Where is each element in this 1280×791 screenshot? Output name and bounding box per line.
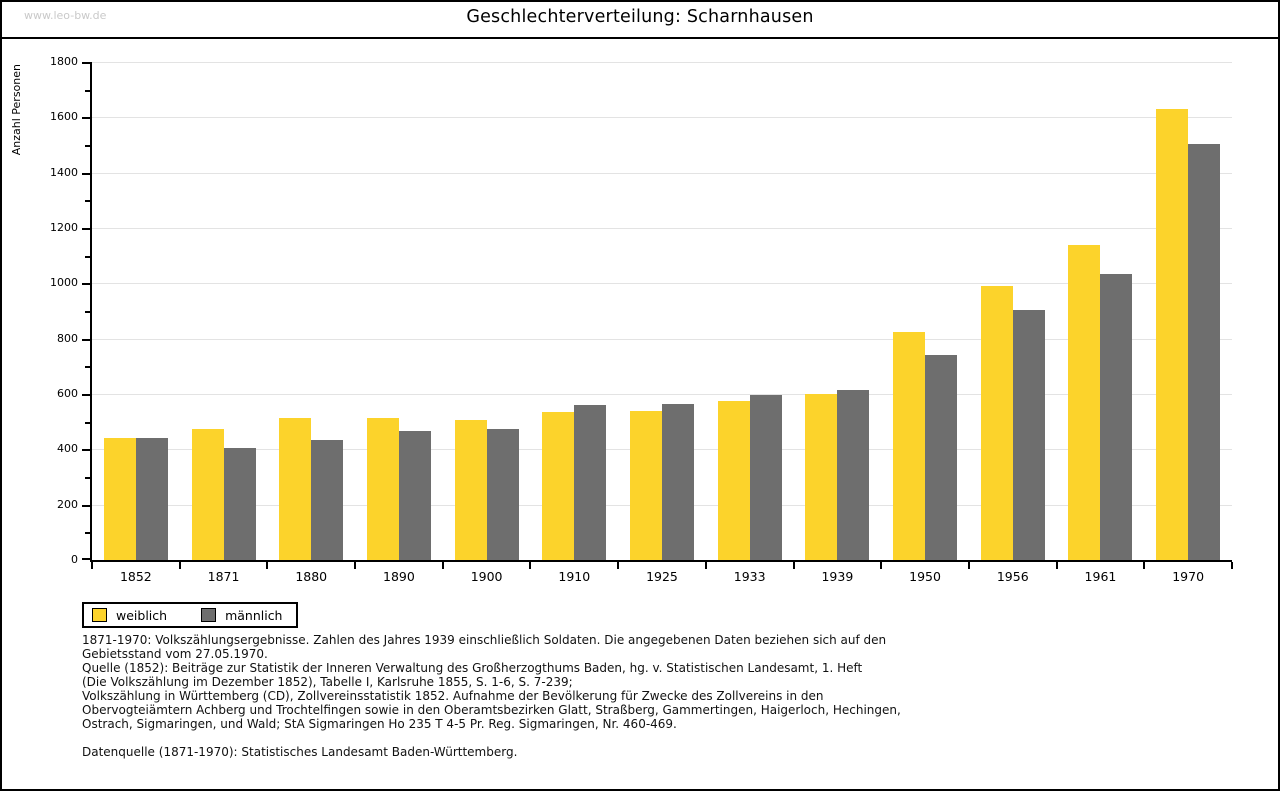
legend-item-maennlich — [201, 608, 282, 623]
y-tick-label-600: 600 — [57, 387, 78, 400]
y-axis — [2, 55, 90, 566]
bar-weiblich-1890 — [367, 418, 399, 560]
y-tick-700 — [85, 366, 90, 368]
x-tick-3 — [354, 562, 356, 569]
y-tick-label-0: 0 — [71, 553, 78, 566]
bar-weiblich-1871 — [192, 429, 224, 560]
x-tick-5 — [529, 562, 531, 569]
bar-männlich-1970 — [1188, 144, 1220, 560]
x-tick-8 — [793, 562, 795, 569]
y-tick-label-800: 800 — [57, 331, 78, 345]
legend-label-weiblich: weiblich — [116, 607, 168, 623]
x-tick-10 — [968, 562, 970, 569]
bar-männlich-1950 — [925, 355, 957, 560]
legend — [82, 602, 298, 628]
legend-label-maennlich: männlich — [225, 607, 283, 623]
bar-männlich-1910 — [574, 405, 606, 560]
legend-item-weiblich — [92, 608, 167, 623]
footnote-lines — [82, 633, 901, 731]
footnote-line: Quelle (1852): Beiträge zur Statistik der Inneren Verwaltung des Großherzogthums Baden, hg. v. Statistischen Landesamt, 1. Heft — [82, 661, 863, 675]
bar-männlich-1871 — [224, 448, 256, 560]
x-tick-label-1852: 1852 — [119, 569, 152, 584]
bar-weiblich-1880 — [279, 418, 311, 560]
gridline-800 — [92, 339, 1232, 340]
bar-männlich-1961 — [1100, 274, 1132, 560]
y-tick-1600 — [82, 117, 90, 119]
bar-weiblich-1852 — [104, 438, 136, 560]
bar-weiblich-1939 — [805, 394, 837, 560]
bar-weiblich-1910 — [542, 412, 574, 560]
gridline-1400 — [92, 173, 1232, 174]
x-tick-7 — [705, 562, 707, 569]
bar-männlich-1890 — [399, 431, 431, 560]
footnote-datasource: Datenquelle (1871-1970): Statistisches Landesamt Baden-Württemberg. — [82, 745, 518, 759]
x-tick-2 — [266, 562, 268, 569]
y-tick-label-1000: 1000 — [50, 276, 78, 290]
legend-swatch-weiblich-icon — [92, 608, 107, 622]
y-axis-title: Anzahl Personen — [10, 64, 23, 156]
gridline-1800 — [92, 62, 1232, 63]
y-tick-label-1800: 1800 — [50, 55, 78, 68]
x-tick-label-1950: 1950 — [909, 569, 941, 584]
y-tick-1800 — [82, 62, 90, 64]
y-tick-1200 — [82, 228, 90, 230]
header-divider — [2, 37, 1278, 39]
footnote-line: Ostrach, Sigmaringen, und Wald; StA Sigmaringen Ho 235 T 4-5 Pr. Reg. Sigmaringen, Nr. 460-469. — [82, 717, 677, 731]
y-tick-1000 — [82, 283, 90, 285]
bar-männlich-1933 — [750, 395, 782, 560]
y-tick-500 — [85, 422, 90, 424]
x-tick-0 — [91, 562, 93, 569]
gridline-1200 — [92, 228, 1232, 229]
bar-weiblich-1950 — [893, 332, 925, 560]
x-tick-13 — [1231, 562, 1233, 569]
x-tick-label-1871: 1871 — [207, 569, 240, 584]
bar-weiblich-1900 — [455, 420, 487, 560]
footnote-line: Obervogteiämtern Achberg und Trochtelfingen sowie in den Oberamtsbezirken Glatt, Straßberg, Gammertingen, Haigerloch, Hechingen, — [82, 703, 901, 717]
y-tick-label-1400: 1400 — [50, 165, 78, 179]
gridline-1600 — [92, 117, 1232, 118]
y-tick-600 — [82, 394, 90, 396]
legend-swatch-maennlich-icon — [201, 608, 216, 622]
x-tick-label-1956: 1956 — [996, 569, 1029, 584]
x-tick-label-1890: 1890 — [383, 569, 415, 584]
y-tick-label-400: 400 — [57, 442, 78, 456]
bar-weiblich-1933 — [718, 401, 750, 560]
x-tick-6 — [617, 562, 619, 569]
watermark: www.leo-bw.de — [24, 9, 107, 22]
x-tick-1 — [179, 562, 181, 569]
y-tick-300 — [85, 477, 90, 479]
x-tick-label-1961: 1961 — [1084, 569, 1117, 584]
x-tick-9 — [880, 562, 882, 569]
x-tick-label-1933: 1933 — [733, 569, 766, 584]
y-tick-1400 — [82, 173, 90, 175]
y-tick-label-1600: 1600 — [50, 110, 78, 124]
x-tick-label-1925: 1925 — [646, 569, 678, 584]
footnote-line: 1871-1970: Volkszählungsergebnisse. Zahlen des Jahres 1939 einschließlich Soldaten. Die angegebenen Daten beziehen sich auf den — [82, 633, 887, 647]
y-tick-1500 — [85, 145, 90, 147]
x-tick-label-1880: 1880 — [295, 569, 328, 584]
y-tick-label-200: 200 — [57, 497, 78, 511]
y-tick-1700 — [85, 90, 90, 92]
x-tick-12 — [1143, 562, 1145, 569]
y-tick-800 — [82, 339, 90, 341]
y-tick-200 — [82, 505, 90, 507]
y-tick-0 — [82, 558, 90, 560]
bar-männlich-1939 — [837, 390, 869, 560]
footnote-line: Volkszählung in Württemberg (CD), Zollvereinsstatistik 1852. Aufnahme der Bevölkerung für Zwecke des Zollvereins in den — [82, 689, 824, 703]
bar-männlich-1852 — [136, 438, 168, 560]
x-tick-4 — [442, 562, 444, 569]
bar-weiblich-1970 — [1156, 109, 1188, 560]
x-tick-label-1900: 1900 — [470, 569, 503, 584]
bar-weiblich-1956 — [981, 286, 1013, 560]
x-tick-label-1939: 1939 — [821, 569, 854, 584]
y-tick-100 — [85, 532, 90, 534]
plot-area — [90, 62, 1232, 562]
x-axis — [90, 562, 1232, 590]
y-tick-1300 — [85, 200, 90, 202]
y-tick-400 — [82, 449, 90, 451]
bar-männlich-1925 — [662, 404, 694, 560]
footnotes — [82, 633, 901, 759]
y-tick-label-1200: 1200 — [50, 221, 78, 234]
gridline-1000 — [92, 283, 1232, 284]
x-tick-label-1970: 1970 — [1172, 569, 1205, 584]
x-tick-label-1910: 1910 — [558, 569, 591, 584]
chart-title: Geschlechterverteilung: Scharnhausen — [466, 7, 814, 27]
bar-männlich-1880 — [311, 440, 343, 560]
bar-männlich-1956 — [1013, 310, 1045, 560]
footnote-spacer — [82, 731, 901, 745]
y-tick-900 — [85, 311, 90, 313]
bar-weiblich-1961 — [1068, 245, 1100, 560]
bar-weiblich-1925 — [630, 411, 662, 560]
footnote-line: (Die Volkszählung im Dezember 1852), Tabelle I, Karlsruhe 1855, S. 1-6, S. 7-239; — [82, 675, 573, 689]
bar-männlich-1900 — [487, 429, 519, 560]
y-tick-1100 — [85, 256, 90, 258]
footnote-line: Gebietsstand vom 27.05.1970. — [82, 647, 268, 661]
gridline-600 — [92, 394, 1232, 395]
x-tick-11 — [1056, 562, 1058, 569]
